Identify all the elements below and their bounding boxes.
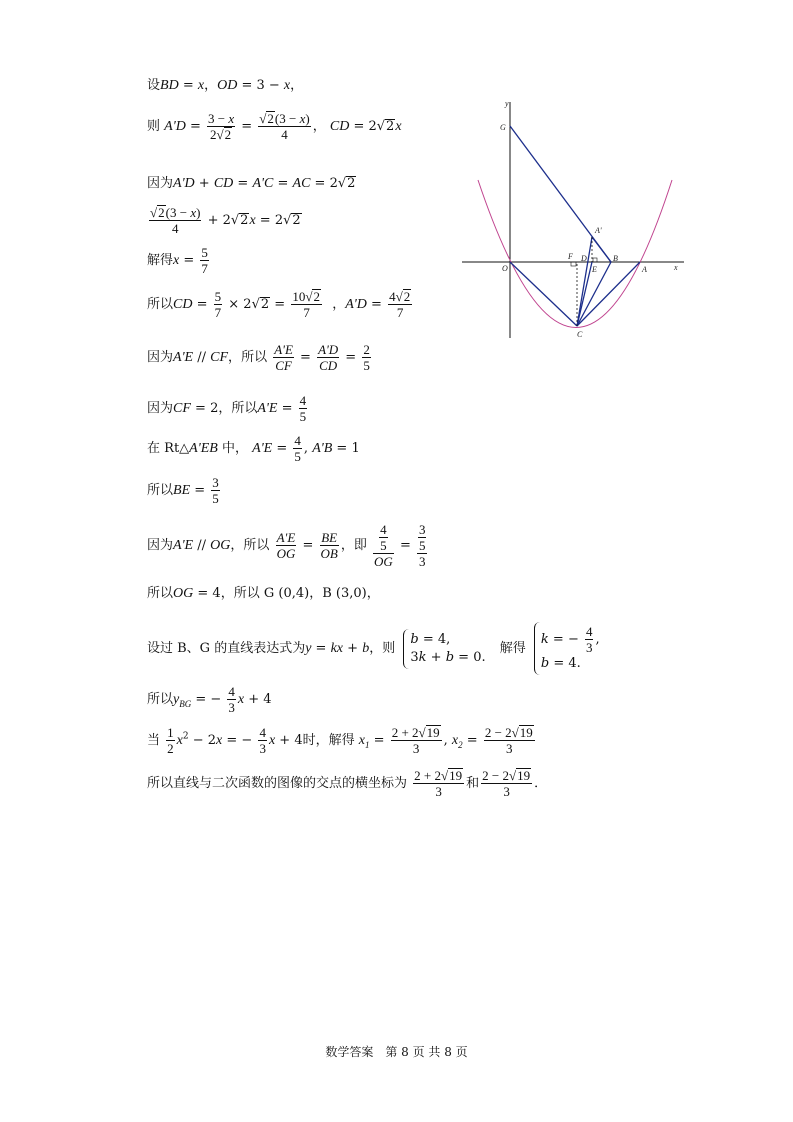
geometry-figure — [458, 96, 690, 342]
step-13: 设过 B、G 的直线表达式为y = kx + b，则 b = 4, 3k + b = 0. 解得 k = − $\frac{4}{3}$ , b = 4. — [147, 622, 610, 675]
line-CE — [577, 262, 592, 326]
step-1: 设BD = x，OD = 3 − x， — [147, 78, 304, 93]
label-F: F — [568, 252, 573, 261]
x-axis-label: x — [674, 263, 678, 272]
step-10: 所以BE = $\frac{3}{5}$ — [147, 475, 219, 506]
step-5: 解得x = $\frac{5}{7}$ — [147, 245, 208, 276]
label-O: O — [502, 264, 508, 273]
step-14: 所以$y_{BG}$ = − $\frac{4}{3}$ x + 4 — [147, 684, 272, 715]
label-B: B — [613, 254, 618, 263]
right-angle-mark-F — [571, 262, 576, 266]
step-4: $\frac{√2(3 - x)}{4}$ + 2√2x = 2√2 — [150, 205, 301, 236]
line-OC — [510, 262, 577, 326]
label-A-prime: A' — [595, 226, 602, 235]
label-A: A — [642, 265, 647, 274]
y-axis-label: y — [505, 99, 509, 108]
step-12: 所以OG = 4，所以 G (0,4)，B (3,0)， — [147, 586, 380, 601]
step-9: 在 Rt△A'EB 中， A'E = $\frac{4}{5}$ , A'B = 1 — [147, 433, 360, 464]
page-footer: 数学答案 第 8 页 共 8 页 — [325, 1045, 468, 1059]
step-6: 所以CD = $\frac{5}{7}$ × 2√2 = $\frac{10√2}{7}$ ，A'D = $\frac{4√2}{7}$ — [147, 289, 411, 320]
step-7: 因为A'E // CF，所以 $\frac{A'E}{CF}$ = $\frac{A'D}{CD}$ = $\frac{2}{5}$ — [147, 342, 370, 373]
step-11: 因为A'E // OG，所以 $\frac{A'E}{OG}$ = $\frac{BE}{OB}$ ，即 $\frac{\frac{4}{5}}{OG}$ = $\frac{\frac{3}{5}}{3}$ — [147, 522, 426, 569]
step-3: 因为A'D + CD = A'C = AC = 2√2 — [147, 176, 356, 191]
step-2: 则 A'D = $\frac{3 - x}{2√2}$ = $\frac{√2(3 - x)}{4}$ ， CD = 2√2x — [147, 111, 402, 142]
label-G: G — [500, 123, 506, 132]
right-angle-mark-E — [593, 258, 597, 262]
label-D: D — [581, 254, 587, 263]
step-8: 因为CF = 2，所以A'E = $\frac{4}{5}$ — [147, 393, 307, 424]
parabola-curve — [478, 180, 672, 328]
label-C: C — [577, 330, 583, 339]
label-E: E — [592, 265, 597, 274]
step-15: 当 $\frac{1}{2}$ $x^2 - 2x$ = − $\frac{4}{3}$ x + 4时，解得 $x_1$ = $\frac{2 + 2√19}{3}$ , $x_2$ = $\frac{2 - 2√19}{3}$ — [147, 725, 533, 756]
step-16: 所以直线与二次函数的图像的交点的横坐标为 $\frac{2 + 2√19}{3}$ 和 $\frac{2 - 2√19}{3}$ ． — [147, 768, 548, 799]
